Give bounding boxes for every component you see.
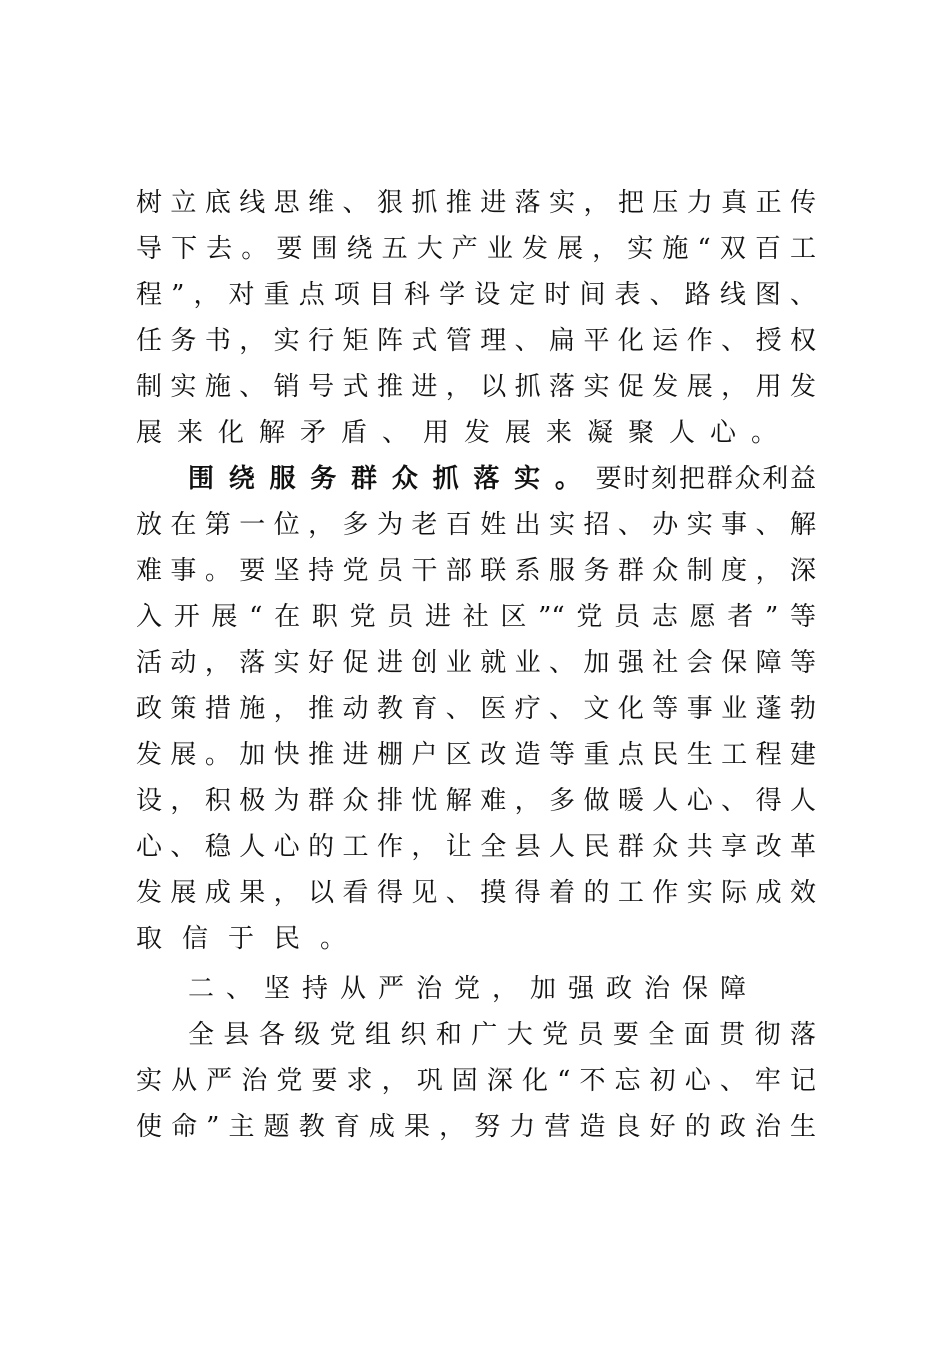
paragraph-line: 发展成果，以看得见、摸得着的工作实际成效 xyxy=(136,878,816,908)
paragraph-line: 难事。要坚持党员干部联系服务群众制度，深 xyxy=(136,556,816,586)
paragraph-line: 取信于民。 xyxy=(136,924,367,954)
paragraph-line: 树立底线思维、狠抓推进落实，把压力真正传 xyxy=(136,188,816,218)
section-heading: 二、坚持从严治党，加强政治保障 xyxy=(188,974,759,1004)
paragraph-line: 导下去。要围绕五大产业发展，实施“双百工 xyxy=(136,234,816,264)
paragraph-line: 心、稳人心的工作，让全县人民群众共享改革 xyxy=(136,832,816,862)
paragraph-line: 展来化解矛盾、用发展来凝聚人心。 xyxy=(136,418,793,448)
paragraph-line: 入开展“在职党员进社区”“党员志愿者”等 xyxy=(136,602,816,632)
paragraph-line: 实从严治党要求，巩固深化“不忘初心、牢记 xyxy=(136,1066,816,1096)
paragraph-line: 任务书，实行矩阵式管理、扁平化运作、授权 xyxy=(136,326,816,356)
paragraph-line: 使命”主题教育成果，努力营造良好的政治生 xyxy=(136,1112,816,1142)
paragraph-line: 活动，落实好促进创业就业、加强社会保障等 xyxy=(136,648,816,678)
paragraph-lead-heading: 围绕服务群众抓落实。 xyxy=(188,464,596,494)
paragraph-line: 政策措施，推动教育、医疗、文化等事业蓬勃 xyxy=(136,694,816,724)
paragraph-line: 制实施、销号式推进，以抓落实促发展，用发 xyxy=(136,372,816,402)
paragraph-first-line xyxy=(188,459,816,499)
paragraph-line: 设，积极为群众排忧解难，多做暖人心、得人 xyxy=(136,786,816,816)
paragraph-line-rest: 要时刻把群众利益 xyxy=(595,464,816,494)
paragraph-line: 放在第一位，多为老百姓出实招、办实事、解 xyxy=(136,510,816,540)
paragraph-line: 全县各级党组织和广大党员要全面贯彻落 xyxy=(188,1020,816,1050)
paragraph-line: 程”，对重点项目科学设定时间表、路线图、 xyxy=(136,280,816,310)
paragraph-line: 发展。加快推进棚户区改造等重点民生工程建 xyxy=(136,740,816,770)
